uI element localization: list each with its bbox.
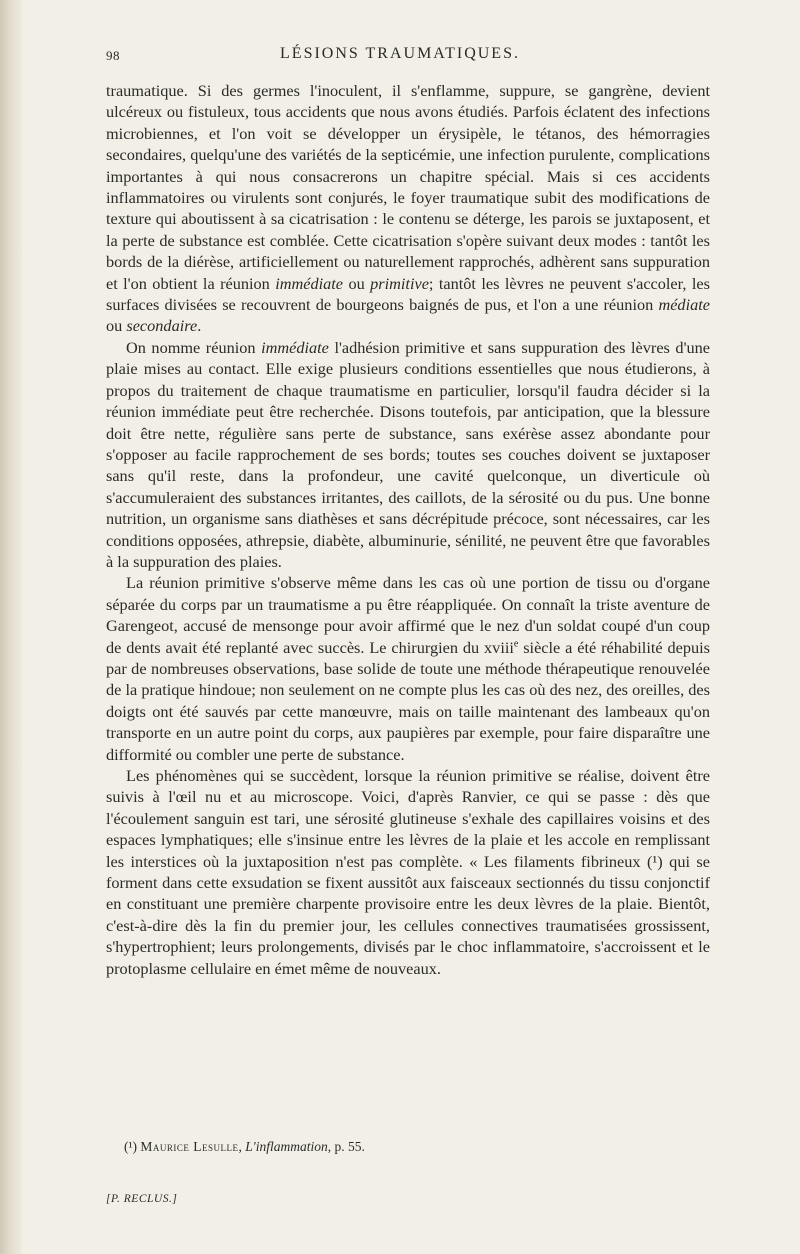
- footnote-separator: ,: [238, 1139, 246, 1154]
- paragraph-2-text-a: On nomme réunion: [126, 337, 262, 357]
- term-immediate-2: immédiate: [261, 337, 329, 357]
- footnote-author: Maurice Lesulle: [140, 1139, 239, 1154]
- page-number: 98: [106, 48, 120, 63]
- paragraph-1-text-e: .: [197, 316, 202, 336]
- paragraph-4-text-a: Les phénomènes qui se succèdent, lorsque la réunion primitive se réalise, doivent être suivis à l'œil nu et au microscope. Voici, d'après Ranvier, ce qui se passe : dès que l'écoulement sanguin est tari, une sérosité glutineuse s'exhale des capillaires voisins et des espaces lymphatiques; elle s'insinue entre les lèvres de la plaie et les accole en remplissant les interstices où la juxtaposition n'est pas complète. « Les filaments fibrineux: [106, 766, 710, 871]
- term-immediate: immédiate: [275, 273, 344, 293]
- paragraph-1-text-b: ou: [343, 273, 371, 293]
- century-superscript: e: [513, 638, 519, 650]
- term-secondaire: secondaire: [126, 316, 198, 336]
- binding-gutter: [0, 0, 22, 1254]
- paragraph-1: [106, 80, 710, 337]
- paragraph-3: [106, 572, 710, 765]
- body-text: [106, 80, 710, 979]
- paragraph-2: [106, 337, 710, 572]
- footnote-pages: , p. 55.: [327, 1139, 365, 1154]
- running-title: LÉSIONS TRAUMATIQUES.: [280, 45, 520, 62]
- footnote-title: L'inflammation: [245, 1139, 328, 1154]
- paragraph-3-text-b: siècle a été réhabilité depuis par de nombreuses observations, base solide de toute une méthode thérapeutique renouvelée de la pratique hindoue; non seulement on ne compte plus les cas où des nez, des oreilles, des doigts ont été sauvés par cette manœuvre, mais on taille maintenant des lambeaux qu'on transporte en un autre point du corps, aux paupières par exemple, pour faire disparaître une difformité ou combler une perte de substance.: [106, 637, 710, 764]
- term-primitive: primitive: [370, 273, 429, 293]
- paragraph-4-text-b: qui se forment dans cette exsudation se fixent aussitôt aux faisceaux sectionnés du tissu conjonctif en constituant une première charpente provisoire entre les deux lèvres de la plaie. Bientôt, c'est-à-dire dès la fin du premier jour, les cellules connectives traumatisées grossissent, s'hypertrophient; leurs prolongements, divisés par le choc inflammatoire, s'accroissent et le protoplasme cellulaire en émet même de nouveaux.: [106, 851, 710, 978]
- page-header: [0, 44, 800, 66]
- paragraph-1-text-a: traumatique. Si des germes l'inoculent, il s'enflamme, suppure, se gangrène, devient ulcéreux ou fistuleux, tous accidents que nous avons étudiés. Parfois éclatent des infections microbiennes, et l'on voit se développer un érysipèle, le tétanos, des hémorragies secondaires, quelqu'une des variétés de la septicémie, une infection purulente, complications importantes à qui nous consacrerons un chapitre spécial. Mais si ces accidents inflammatoires ou virulents sont conjurés, le foyer traumatique subit des modifications de texture qui aboutissent à sa cicatrisation : le contenu se déterge, les parois se juxtaposent, et la perte de substance est comblée. Cette cicatrisation s'opère suivant deux modes : tantôt les bords de la diérèse, artificiellement ou naturellement rapprochés, adhèrent sans suppuration et l'on obtient la réunion: [106, 81, 710, 293]
- paragraph-1-text-c: ; tantôt les lèvres ne peuvent s'accoler, les surfaces divisées se recouvrent de bourgeons baignés de pus, et l'on a une réunion: [106, 273, 710, 315]
- paragraph-2-text-b: l'adhésion primitive et sans suppuration des lèvres d'une plaie mises au contact. Elle exige plusieurs conditions essentielles que nous étudierons, à propos du traitement de chaque traumatisme en particulier, lorsqu'il faudra décider si la réunion immédiate peut être recherchée. Disons toutefois, par anticipation, que la blessure doit être nette, régulière sans perte de substance, sans exérèse assez abondante pour s'opposer au facile rapprochement de ses bords; toutes ses couches doivent se juxtaposer sans qu'il reste, dans la profondeur, une cavité quelconque, un diverticule où s'accumuleraient des substances irritantes, des caillots, de la sérosité ou du pus. Une bonne nutrition, un organisme sans diathèses et sans décrépitude précoce, sont nécessaires, car les conditions opposées, athrepsie, diabète, albuminurie, sénilité, ne peuvent être que favorables à la suppuration des plaies.: [106, 337, 711, 571]
- footnote-marker: (¹): [124, 1139, 138, 1154]
- term-mediate: médiate: [658, 295, 710, 315]
- footnote: [124, 1138, 712, 1156]
- paragraph-1-text-d: ou: [106, 316, 127, 336]
- printer-signature: [P. RECLUS.]: [106, 1193, 178, 1205]
- footnote-reference: (¹): [647, 851, 663, 871]
- paragraph-4: [106, 765, 710, 979]
- paragraph-3-text-a: La réunion primitive s'observe même dans les cas où une portion de tissu ou d'organe séparée du corps par un traumatisme a pu être réappliquée. On connaît la triste aventure de Garengeot, accusé de mensonge pour avoir affirmé que le nez d'un soldat coupé d'un coup de dents avait été replanté avec succès. Le chirurgien du xviii: [106, 573, 710, 657]
